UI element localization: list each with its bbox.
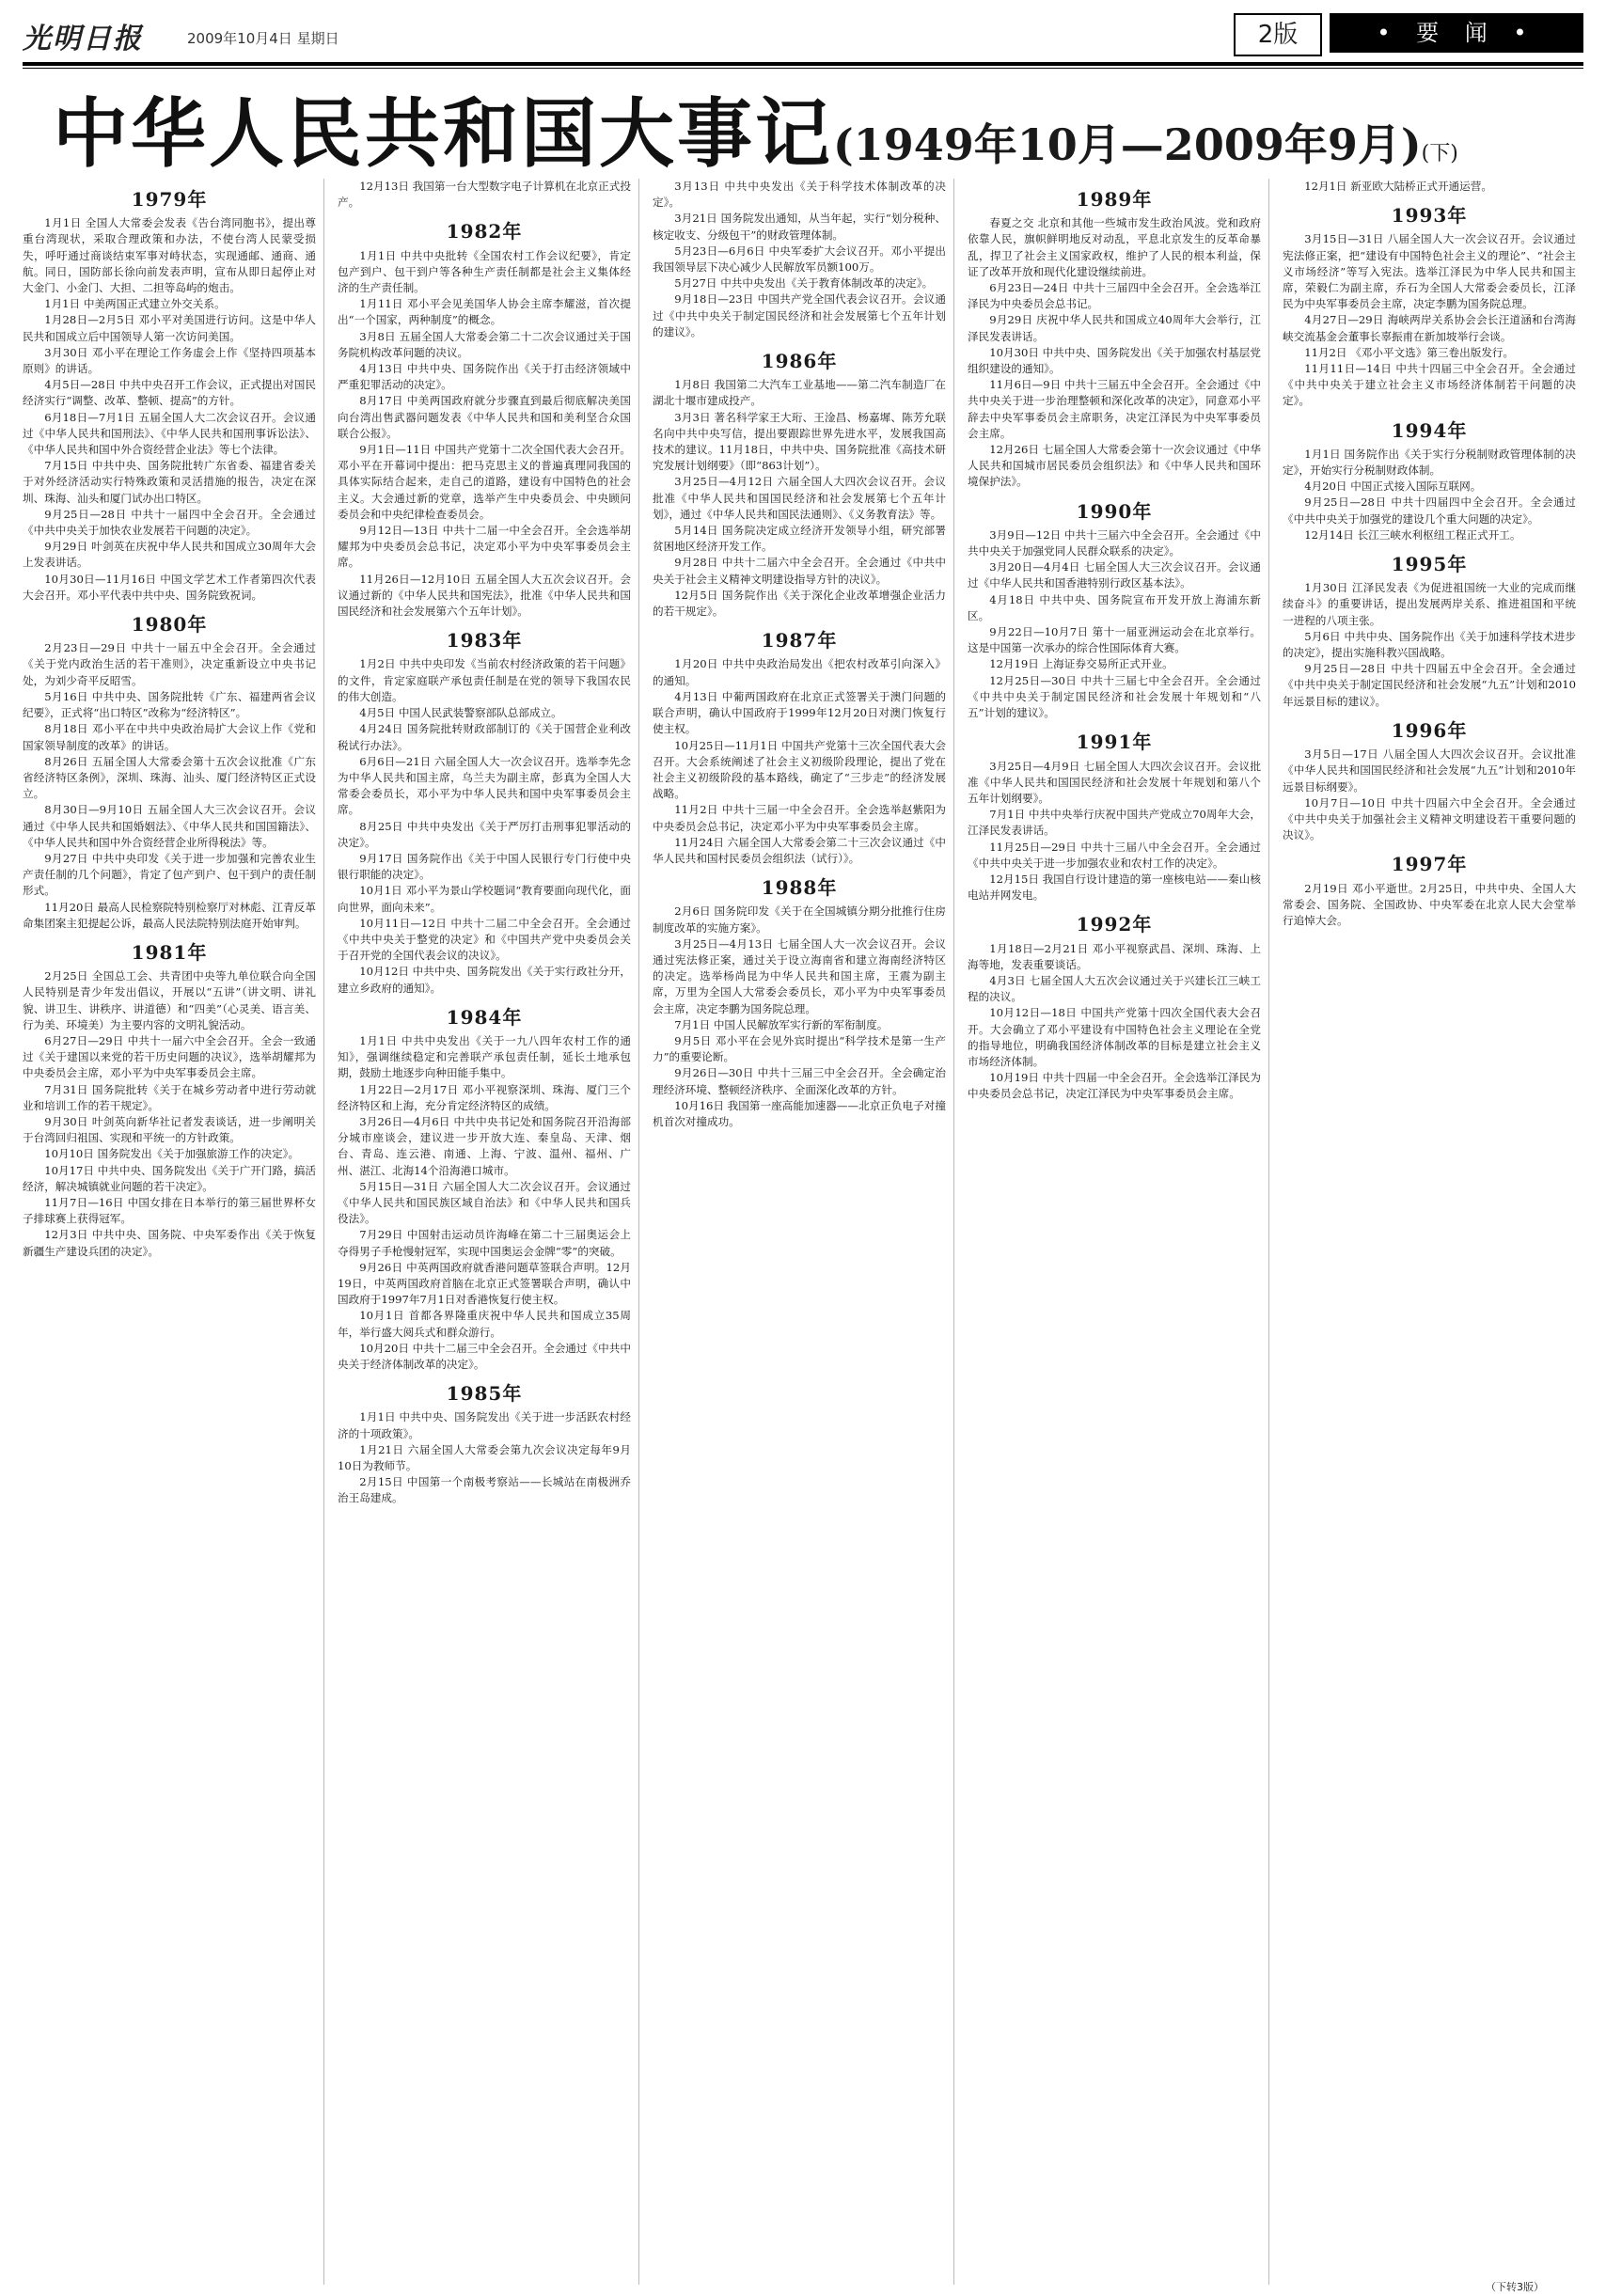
- newspaper-logo: 光明日报: [23, 23, 143, 55]
- event-entry: 6月27日—29日 中共十一届六中全会召开。全会一致通过《关于建国以来党的若干历史问题的决议》，选举胡耀邦为中央委员会主席，邓小平为中央军事委员会主席。: [23, 1033, 316, 1080]
- event-entry: 11月26日—12月10日 五届全国人大五次会议召开。会议通过新的《中华人民共和国宪法》，批准《中华人民共和国国民经济和社会发展第六个五年计划》。: [338, 572, 631, 619]
- continued-note: （下转3版）: [1486, 2281, 1544, 2293]
- event-entry: 4月5日—28日 中共中央召开工作会议，正式提出对国民经济实行“调整、改革、整顿、提高”的方针。: [23, 378, 316, 408]
- event-entry: 8月30日—9月10日 五届全国人大三次会议召开。会议通过《中华人民共和国婚姻法》、《中华人民共和国国籍法》、《中华人民共和国中外合资经营企业所得税法》等。: [23, 803, 316, 849]
- event-entry: 4月13日 中共中央、国务院作出《关于打击经济领域中严重犯罪活动的决定》。: [338, 362, 631, 392]
- event-entry: 1月1日 中美两国正式建立外交关系。: [44, 297, 226, 311]
- event-entry: 8月25日 中共中央发出《关于严厉打击刑事犯罪活动的决定》。: [338, 819, 631, 849]
- event-entry: 3月26日—4月6日 中共中央书记处和国务院召开沿海部分城市座谈会，建议进一步开放大连、秦皇岛、天津、烟台、青岛、连云港、南通、上海、宁波、温州、福州、广州、湛江、北海14个沿海港口城市。: [338, 1114, 631, 1177]
- header-rule: [23, 62, 1583, 66]
- event-entry: 5月23日—6月6日 中央军委扩大会议召开。邓小平提出我国领导层下决心减少人民解放军员额100万。: [653, 244, 946, 275]
- event-entry: 3月25日—4月13日 七届全国人大一次会议召开。会议通过宪法修正案，通过关于设立海南省和建立海南经济特区的决定。选举杨尚昆为中华人民共和国主席，王震为副主席，万里为全国人大常委会委员长，邓小平为中央军事委员会主席，决定李鹏为国务院总理。: [653, 936, 946, 1015]
- event-entry: 10月16日 我国第一座高能加速器——北京正负电子对撞机首次对撞成功。: [653, 1098, 946, 1128]
- event-entry: 7月31日 国务院批转《关于在城乡劳动者中进行劳动就业和培训工作的若干规定》。: [23, 1082, 316, 1112]
- event-entry: 12月5日 国务院作出《关于深化企业改革增强企业活力的若干规定》。: [653, 588, 946, 619]
- event-entry: 3月21日 国务院发出通知，从当年起，实行“划分税种、核定收支、分级包干”的财政管理体制。: [653, 212, 946, 242]
- event-entry: 10月1日 邓小平为景山学校题词“教育要面向现代化，面向世界，面向未来”。: [338, 884, 631, 914]
- event-entry: 10月20日 中共十二届三中全会召开。全会通过《中共中央关于经济体制改革的决定》。: [338, 1341, 631, 1372]
- event-entry: 1月30日 江泽民发表《为促进祖国统一大业的完成而继续奋斗》的重要讲话，提出发展两岸关系、推进祖国和平统一进程的八项主张。: [1283, 581, 1576, 627]
- headline-range: (1949年10月—2009年9月): [833, 119, 1422, 170]
- event-entry: 10月30日 中共中央、国务院发出《关于加强农村基层党组织建设的通知》。: [968, 345, 1261, 376]
- article-column: [23, 179, 324, 2285]
- event-entry: 3月3日 著名科学家王大珩、王淦昌、杨嘉墀、陈芳允联名向中共中央写信，提出要跟踪世界先进水平，发展我国高技术的建议。11月18日，中共中央、国务院批准《高技术研究发展计划纲要》（即“863计划”）。: [653, 410, 946, 473]
- event-entry: 9月29日 庆祝中华人民共和国成立40周年大会举行，江泽民发表讲话。: [968, 313, 1261, 343]
- event-entry: 10月25日—11月1日 中国共产党第十三次全国代表大会召开。大会系统阐述了社会主义初级阶段理论，提出了党在社会主义初级阶段的基本路线，确定了“三步走”的经济发展战略。: [653, 738, 946, 801]
- event-entry: 4月5日 中国人民武装警察部队总部成立。: [359, 706, 562, 720]
- event-entry: 2月23日—29日 中共十一届五中全会召开。全会通过《关于党内政治生活的若干准则》，决定重新设立中央书记处，为刘少奇平反昭雪。: [23, 641, 316, 687]
- event-entry: 10月12日—18日 中国共产党第十四次全国代表大会召开。大会确立了邓小平建设有中国特色社会主义理论在全党的指导地位，明确我国经济体制改革的目标是建立社会主义市场经济体制。: [968, 1006, 1261, 1068]
- event-entry: 9月29日 叶剑英在庆祝中华人民共和国成立30周年大会上发表讲话。: [23, 540, 316, 570]
- event-entry: 1月1日 中共中央批转《全国农村工作会议纪要》，肯定包产到户、包干到户等各种生产责任制都是社会主义集体经济的生产责任制。: [338, 248, 631, 295]
- year-heading: 1982年: [446, 220, 523, 244]
- event-entry: 5月14日 国务院决定成立经济开发领导小组，研究部署贫困地区经济开发工作。: [653, 524, 946, 554]
- year-heading: 1979年: [131, 188, 208, 211]
- article-column: [1283, 179, 1583, 2285]
- year-heading: 1996年: [1391, 718, 1468, 742]
- event-entry: 3月15日—31日 八届全国人大一次会议召开。会议通过宪法修正案，把“建设有中国特色社会主义的理论”、“社会主义市场经济”等写入宪法。选举江泽民为中华人民共和国主席，荣毅仁为副主席，乔石为全国人大常委会委员长，江泽民为中央军事委员会主席，决定李鹏为国务院总理。: [1283, 232, 1576, 311]
- event-entry: 1月8日 我国第二大汽车工业基地——第二汽车制造厂在湖北十堰市建成投产。: [653, 378, 946, 408]
- event-entry: 3月8日 五届全国人大常委会第二十二次会议通过关于国务院机构改革问题的决议。: [338, 329, 631, 359]
- event-entry: 10月10日 国务院发出《关于加强旅游工作的决定》。: [44, 1147, 300, 1161]
- event-entry: 1月21日 六届全国人大常委会第九次会议决定每年9月10日为教师节。: [338, 1442, 631, 1473]
- year-heading: 1997年: [1391, 853, 1468, 876]
- event-entry: 1月1日 中共中央、国务院发出《关于进一步活跃农村经济的十项政策》。: [338, 1410, 631, 1440]
- year-heading: 1981年: [131, 940, 208, 964]
- event-entry: 9月30日 叶剑英向新华社记者发表谈话，进一步阐明关于台湾回归祖国、实现和平统一的方针政策。: [23, 1114, 316, 1145]
- event-entry: 9月26日 中英两国政府就香港问题草签联合声明。12月19日，中英两国政府首脑在北京正式签署联合声明，确认中国政府于1997年7月1日对香港恢复行使主权。: [338, 1260, 631, 1307]
- event-entry: 3月20日—4月4日 七届全国人大三次会议召开。会议通过《中华人民共和国香港特别行政区基本法》。: [968, 560, 1261, 590]
- year-heading: 1995年: [1391, 553, 1468, 576]
- event-entry: 1月20日 中共中央政治局发出《把农村改革引向深入》的通知。: [653, 657, 946, 687]
- event-entry: 3月25日—4月9日 七届全国人大四次会议召开。会议批准《中华人民共和国国民经济和社会发展十年规划和第八个五年计划纲要》。: [968, 759, 1261, 805]
- event-entry: 4月24日 国务院批转财政部制订的《关于国营企业利改税试行办法》。: [338, 722, 631, 752]
- event-entry: 9月18日—23日 中国共产党全国代表会议召开。会议通过《中共中央关于制定国民经济和社会发展第七个五年计划的建议》。: [653, 292, 946, 338]
- event-entry: 9月12日—13日 中共十二届一中全会召开。全会选举胡耀邦为中央委员会总书记，决定邓小平为中央军事委员会主席。: [338, 524, 631, 570]
- event-entry: 8月26日 五届全国人大常委会第十五次会议批准《广东省经济特区条例》，深圳、珠海、汕头、厦门经济特区正式设立。: [23, 754, 316, 801]
- page-number: 2版: [1234, 13, 1322, 56]
- headline-title: 中华人民共和国大事记: [53, 90, 833, 178]
- article-column: [338, 179, 639, 2285]
- event-entry: 9月5日 邓小平在会见外宾时提出“科学技术是第一生产力”的重要论断。: [653, 1033, 946, 1064]
- event-entry: 12月25日—30日 中共十三届七中全会召开。全会通过《中共中央关于制定国民经济和社会发展十年规划和“八五”计划的建议》。: [968, 673, 1261, 720]
- headline-part: (下): [1421, 142, 1458, 165]
- event-entry: 12月26日 七届全国人大常委会第十一次会议通过《中华人民共和国城市居民委员会组织法》和《中华人民共和国环境保护法》。: [968, 443, 1261, 489]
- event-entry: 9月22日—10月7日 第十一届亚洲运动会在北京举行。这是中国第一次承办的综合性国际体育大赛。: [968, 625, 1261, 655]
- event-entry: 3月13日 中共中央发出《关于科学技术体制改革的决定》。: [653, 180, 946, 210]
- event-entry: 5月27日 中共中央发出《关于教育体制改革的决定》。: [674, 276, 934, 291]
- event-entry: 10月11日—12日 中共十二届二中全会召开。全会通过《中共中央关于整党的决定》和《中国共产党中央委员会关于召开党的全国代表会议的决议》。: [338, 916, 631, 963]
- headline: [53, 73, 1458, 177]
- event-entry: 11月24日 六届全国人大常委会第二十三次会议通过《中华人民共和国村民委员会组织法（试行）》。: [653, 835, 946, 865]
- event-entry: 12月15日 我国自行设计建造的第一座核电站——秦山核电站并网发电。: [968, 872, 1261, 903]
- event-entry: 1月1日 全国人大常委会发表《告台湾同胞书》，提出尊重台湾现状，采取合理政策和办法，不使台湾人民蒙受损失，呼吁通过商谈结束军事对峙状态，实现通邮、通商、通航。同日，国防部长徐向前发表声明，宣布从即日起停止对大金门、小金门、大担、二担等岛屿的炮击。: [23, 216, 316, 295]
- event-entry: 10月19日 中共十四届一中全会召开。全会选举江泽民为中央委员会总书记，决定江泽民为中央军事委员会主席。: [968, 1071, 1261, 1101]
- year-heading: 1993年: [1391, 204, 1468, 228]
- event-entry: 12月3日 中共中央、国务院、中央军委作出《关于恢复新疆生产建设兵团的决定》。: [23, 1228, 316, 1258]
- event-entry: 1月22日—2月17日 邓小平视察深圳、珠海、厦门三个经济特区和上海，充分肯定经济特区的成绩。: [338, 1082, 631, 1112]
- article-column: [968, 179, 1269, 2285]
- event-entry: 3月5日—17日 八届全国人大四次会议召开。会议批准《中华人民共和国国民经济和社会发展“九五”计划和2010年远景目标纲要》。: [1283, 747, 1576, 794]
- event-entry: 9月1日—11日 中国共产党第十二次全国代表大会召开。邓小平在开幕词中提出：把马克思主义的普遍真理同我国的具体实际结合起来，走自己的道路，建设有中国特色的社会主义。大会通过新的党章，选举产生中央委员会、中央顾问委员会和中央纪律检查委员会。: [338, 443, 631, 521]
- event-entry: 6月6日—21日 六届全国人大一次会议召开。选举李先念为中华人民共和国主席，乌兰夫为副主席，彭真为全国人大常委会委员长，邓小平为中华人民共和国中央军事委员会主席。: [338, 754, 631, 817]
- event-entry: 9月28日 中共十二届六中全会召开。全会通过《中共中央关于社会主义精神文明建设指导方针的决议》。: [653, 556, 946, 586]
- event-entry: 8月17日 中美两国政府就分步骤直到最后彻底解决美国向台湾出售武器问题发表《中华人民共和国和美利坚合众国联合公报》。: [338, 394, 631, 440]
- event-entry: 7月1日 中国人民解放军实行新的军衔制度。: [674, 1017, 889, 1031]
- event-entry: 4月13日 中葡两国政府在北京正式签署关于澳门问题的联合声明，确认中国政府于1999年12月20日对澳门恢复行使主权。: [653, 689, 946, 736]
- section-label: • 要 闻 •: [1330, 13, 1583, 53]
- event-entry: 3月9日—12日 中共十三届六中全会召开。全会通过《中共中央关于加强党同人民群众联系的决定》。: [968, 527, 1261, 558]
- year-heading: 1985年: [446, 1382, 523, 1406]
- event-entry: 10月17日 中共中央、国务院发出《关于广开门路，搞活经济，解决城镇就业问题的若干决定》。: [23, 1163, 316, 1193]
- event-entry: 3月30日 邓小平在理论工作务虚会上作《坚持四项基本原则》的讲话。: [23, 345, 316, 376]
- event-entry: 2月15日 中国第一个南极考察站——长城站在南极洲乔治王岛建成。: [338, 1475, 631, 1505]
- event-entry: 9月25日—28日 中共十四届四中全会召开。全会通过《中共中央关于加强党的建设几个重大问题的决定》。: [1283, 495, 1576, 526]
- event-entry: 10月7日—10日 中共十四届六中全会召开。全会通过《中共中央关于加强社会主义精神文明建设若干重要问题的决议》。: [1283, 795, 1576, 842]
- event-entry: 2月25日 全国总工会、共青团中央等九单位联合向全国人民特别是青少年发出倡议，开展以“五讲”（讲文明、讲礼貌、讲卫生、讲秩序、讲道德）和“四美”（心灵美、语言美、行为美、环境美）为主要内容的文明礼貌活动。: [23, 969, 316, 1031]
- event-entry: 5月16日 中共中央、国务院批转《广东、福建两省会议纪要》，正式将“出口特区”改称为“经济特区”。: [23, 689, 316, 720]
- article-column: [653, 179, 954, 2285]
- event-entry: 12月14日 长江三峡水利枢纽工程正式开工。: [1304, 527, 1521, 542]
- event-entry: 9月27日 中共中央印发《关于进一步加强和完善农业生产责任制的几个问题》，肯定了包产到户、包干到户的责任制形式。: [23, 851, 316, 898]
- event-entry: 10月30日—11月16日 中国文学艺术工作者第四次代表大会召开。邓小平代表中共中央、国务院致祝词。: [23, 572, 316, 602]
- event-entry: 10月12日 中共中央、国务院发出《关于实行政社分开，建立乡政府的通知》。: [338, 965, 631, 995]
- event-entry: 12月1日 新亚欧大陆桥正式开通运营。: [1304, 180, 1492, 193]
- event-entry: 2月6日 国务院印发《关于在全国城镇分期分批推行住房制度改革的实施方案》。: [653, 904, 946, 935]
- event-entry: 4月18日 中共中央、国务院宣布开发开放上海浦东新区。: [968, 592, 1261, 622]
- event-entry: 4月3日 七届全国人大五次会议通过关于兴建长江三峡工程的决议。: [968, 973, 1261, 1004]
- year-heading: 1992年: [1076, 913, 1153, 936]
- event-entry: 9月17日 国务院作出《关于中国人民银行专门行使中央银行职能的决定》。: [338, 851, 631, 882]
- event-entry: 6月23日—24日 中共十三届四中全会召开。全会选举江泽民为中央委员会总书记。: [968, 281, 1261, 311]
- event-entry: 2月19日 邓小平逝世。2月25日，中共中央、全国人大常委会、国务院、全国政协、中央军委在北京人民大会堂举行追悼大会。: [1283, 881, 1576, 927]
- event-entry: 11月20日 最高人民检察院特别检察厅对林彪、江青反革命集团案主犯提起公诉，最高人民法院特别法庭开始审判。: [23, 900, 316, 930]
- year-heading: 1994年: [1391, 418, 1468, 442]
- event-entry: 1月2日 中共中央印发《当前农村经济政策的若干问题》的文件，肯定家庭联产承包责任制是在党的领导下我国农民的伟大创造。: [338, 657, 631, 703]
- event-entry: 4月27日—29日 海峡两岸关系协会会长汪道涵和台湾海峡交流基金会董事长辜振甫在新加坡举行会谈。: [1283, 313, 1576, 343]
- event-entry: 9月25日—28日 中共十一届四中全会召开。全会通过《中共中央关于加快农业发展若干问题的决定》。: [23, 507, 316, 538]
- event-entry: 9月25日—28日 中共十四届五中全会召开。全会通过《中共中央关于制定国民经济和社会发展“九五”计划和2010年远景目标的建议》。: [1283, 662, 1576, 708]
- event-entry: 10月1日 首都各界隆重庆祝中华人民共和国成立35周年，举行盛大阅兵式和群众游行。: [338, 1309, 631, 1339]
- masthead: [23, 9, 1583, 62]
- event-entry: 11月25日—29日 中共十三届八中全会召开。全会通过《中共中央关于进一步加强农业和农村工作的决定》。: [968, 840, 1261, 870]
- year-heading: 1980年: [131, 613, 208, 637]
- event-entry: 11月11日—14日 中共十四届三中全会召开。全会通过《中共中央关于建立社会主义市场经济体制若干问题的决定》。: [1283, 362, 1576, 408]
- year-heading: 1987年: [761, 629, 838, 653]
- year-heading: 1988年: [761, 876, 838, 900]
- event-entry: 12月19日 上海证券交易所正式开业。: [989, 657, 1173, 671]
- event-entry: 1月28日—2月5日 邓小平对美国进行访问。这是中华人民共和国成立后中国领导人第一次访问美国。: [23, 313, 316, 343]
- article-columns: [23, 179, 1583, 2285]
- event-entry: 11月2日 中共十三届一中全会召开。全会选举赵紫阳为中央委员会总书记，决定邓小平为中央军事委员会主席。: [653, 803, 946, 833]
- event-entry: 1月1日 国务院作出《关于实行分税制财政管理体制的决定》，开始实行分税制财政体制。: [1283, 447, 1576, 478]
- event-entry: 春夏之交 北京和其他一些城市发生政治风波。党和政府依靠人民，旗帜鲜明地反对动乱，平息北京发生的反革命暴乱，捍卫了社会主义国家政权，维护了人民的根本利益，保证了改革开放和现代化建设继续前进。: [968, 216, 1261, 278]
- event-entry: 5月6日 中共中央、国务院作出《关于加速科学技术进步的决定》，提出实施科教兴国战略。: [1283, 629, 1576, 660]
- event-entry: 1月1日 中共中央发出《关于一九八四年农村工作的通知》，强调继续稳定和完善联产承包责任制，延长土地承包期，鼓励土地逐步向种田能手集中。: [338, 1033, 631, 1080]
- event-entry: 11月6日—9日 中共十三届五中全会召开。全会通过《中共中央关于进一步治理整顿和深化改革的决定》，同意邓小平辞去中央军事委员会主席职务，决定江泽民为中央军事委员会主席。: [968, 378, 1261, 440]
- event-entry: 1月18日—2月21日 邓小平视察武昌、深圳、珠海、上海等地，发表重要谈话。: [968, 941, 1261, 971]
- event-entry: 1月11日 邓小平会见美国华人协会主席李耀滋，首次提出“一个国家，两种制度”的概念。: [338, 297, 631, 327]
- event-entry: 5月15日—31日 六届全国人大二次会议召开。会议通过《中华人民共和国民族区域自治法》和《中华人民共和国兵役法》。: [338, 1179, 631, 1226]
- header-rule-thin: [23, 68, 1583, 69]
- event-entry: 6月18日—7月1日 五届全国人大二次会议召开。会议通过《中华人民共和国刑法》、《中华人民共和国刑事诉讼法》、《中华人民共和国中外合资经营企业法》等七个法律。: [23, 410, 316, 457]
- year-heading: 1986年: [761, 350, 838, 373]
- event-entry: 11月2日 《邓小平文选》第三卷出版发行。: [1304, 345, 1515, 359]
- year-heading: 1991年: [1076, 731, 1153, 754]
- event-entry: 12月13日 我国第一台大型数字电子计算机在北京正式投产。: [338, 180, 631, 210]
- year-heading: 1989年: [1076, 188, 1153, 211]
- event-entry: 8月18日 邓小平在中共中央政治局扩大会议上作《党和国家领导制度的改革》的讲话。: [23, 722, 316, 752]
- event-entry: 9月26日—30日 中共十三届三中全会召开。全会确定治理经济环境、整顿经济秩序、全面深化改革的方针。: [653, 1066, 946, 1096]
- event-entry: 7月29日 中国射击运动员许海峰在第二十三届奥运会上夺得男子手枪慢射冠军，实现中国奥运会金牌“零”的突破。: [338, 1228, 631, 1258]
- event-entry: 4月20日 中国正式接入国际互联网。: [1304, 480, 1482, 494]
- event-entry: 7月15日 中共中央、国务院批转广东省委、福建省委关于对外经济活动实行特殊政策和灵活措施的报告，决定在深圳、珠海、汕头和厦门试办出口特区。: [23, 459, 316, 505]
- issue-date: 2009年10月4日 星期日: [187, 30, 339, 47]
- event-entry: 7月1日 中共中央举行庆祝中国共产党成立70周年大会，江泽民发表讲话。: [968, 808, 1261, 838]
- event-entry: 11月7日—16日 中国女排在日本举行的第三届世界杯女子排球赛上获得冠军。: [23, 1195, 316, 1226]
- year-heading: 1984年: [446, 1005, 523, 1029]
- year-heading: 1983年: [446, 629, 523, 653]
- year-heading: 1990年: [1076, 499, 1153, 523]
- event-entry: 3月25日—4月12日 六届全国人大四次会议召开。会议批准《中华人民共和国国民经济和社会发展第七个五年计划》，通过《中华人民共和国民法通则》、《义务教育法》等。: [653, 475, 946, 521]
